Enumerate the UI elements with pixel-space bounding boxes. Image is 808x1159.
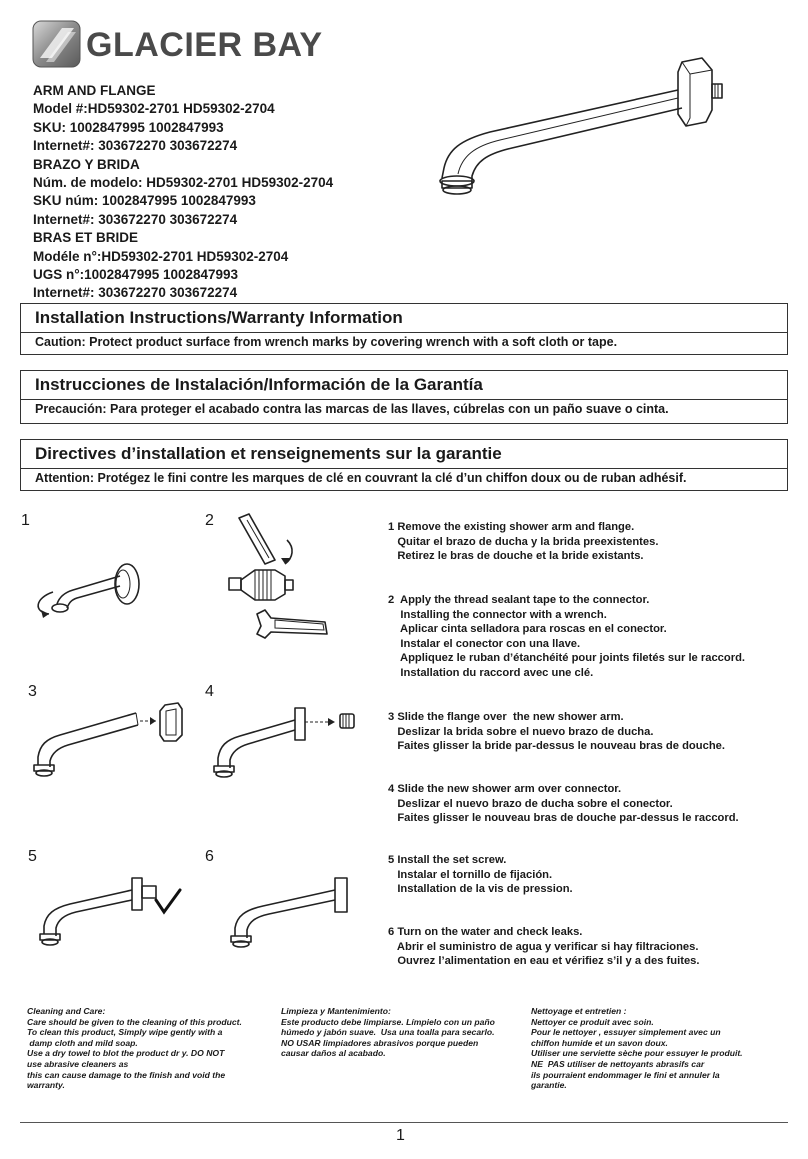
care-en: Cleaning and Care: Care should be given to the cleaning of this product. To clean this product, Simply wipe gently with a damp cloth and mild soap. Use a dry towel to blot the product dr y. DO NOT use abrasive cleaners as this can cause damage to the finish and void the warranty. bbox=[27, 1006, 242, 1091]
brand-name: GLACIER BAY bbox=[86, 26, 323, 64]
header-es-title: Instrucciones de Instalación/Información de la Garantía bbox=[35, 375, 483, 394]
product-info-line: SKU: 1002847995 1002847993 bbox=[33, 119, 224, 135]
header-fr-caution: Attention: Protégez le fini contre les marques de clé en couvrant la clé d’un chiffon doux ou de ruban adhésif. bbox=[35, 471, 687, 485]
product-info-line: Núm. de modelo: HD59302-2701 HD59302-2704 bbox=[33, 175, 334, 191]
product-info-line: Internet#: 303672270 303672274 bbox=[33, 285, 238, 301]
instruction-step-1: 1 Remove the existing shower arm and flange. Quitar el brazo de ducha y la brida preexistentes. Retirez le bras de douche et la bride existants. bbox=[388, 521, 659, 562]
step-number: 1 bbox=[21, 512, 30, 529]
header-es-caution: Precaución: Para proteger el acabado contra las marcas de las llaves, cúbrelas con un paño suave o cinta. bbox=[35, 402, 669, 416]
step4-slide-arm-illustration bbox=[200, 700, 370, 785]
product-info-line: ARM AND FLANGE bbox=[33, 83, 156, 98]
product-info-line: BRAZO Y BRIDA bbox=[33, 156, 140, 172]
product-info-line: BRAS ET BRIDE bbox=[33, 230, 139, 246]
care-es: Limpieza y Mantenimiento: Este producto debe limpiarse. Límpielo con un paño húmedo y jabón suave. Usa una toalla para secarlo. NO USAR limpiadores abrasivos porque pueden causar daños al acabado. bbox=[281, 1006, 495, 1059]
header-fr bbox=[20, 439, 788, 491]
step-number: 3 bbox=[28, 683, 37, 700]
shower-arm-product-image bbox=[420, 50, 740, 200]
product-info-line: Internet#: 303672270 303672274 bbox=[33, 211, 238, 227]
checkmark-icon bbox=[156, 890, 180, 912]
page-number: 1 bbox=[396, 1127, 405, 1144]
header-fr-title: Directives d’installation et renseignements sur la garantie bbox=[35, 444, 502, 463]
step3-slide-flange-illustration bbox=[20, 695, 195, 785]
header-en-title: Installation Instructions/Warranty Information bbox=[35, 308, 403, 327]
step2-connector-wrench-illustration bbox=[225, 510, 345, 640]
product-info-line: Modéle n°:HD59302-2701 HD59302-2704 bbox=[33, 248, 289, 264]
header-es bbox=[20, 370, 788, 424]
divider bbox=[21, 332, 787, 333]
header-en bbox=[20, 303, 788, 355]
care-fr: Nettoyage et entretien : Nettoyer ce produit avec soin. Pour le nettoyer , essuyer simplement avec un chiffon humide et un savon doux. Utiliser une serviette sèche pour essuyer le produit. NE PAS utiliser de nettoyants abrasifs car ils pourraient endommager le fini et annuler la garantie. bbox=[531, 1006, 743, 1091]
product-info-line: Model #:HD59302-2701 HD59302-2704 bbox=[33, 101, 275, 117]
product-info-line: SKU núm: 1002847995 1002847993 bbox=[33, 193, 256, 209]
product-info-line: UGS n°:1002847995 1002847993 bbox=[33, 267, 239, 283]
step-number: 2 bbox=[205, 512, 214, 529]
instruction-step-6: 6 Turn on the water and check leaks. Abrir el suministro de agua y verificar si hay filtraciones. Ouvrez l’alimentation en eau et vérifiez s’il y a des fuites. bbox=[388, 926, 700, 967]
step6-check-leaks-illustration bbox=[205, 870, 375, 960]
logo-mark-icon bbox=[32, 20, 82, 70]
header-en-caution: Caution: Protect product surface from wrench marks by covering wrench with a soft cloth or tape. bbox=[35, 335, 618, 349]
step-number: 6 bbox=[205, 848, 214, 865]
footer-divider bbox=[20, 1122, 788, 1123]
product-info-line: Internet#: 303672270 303672274 bbox=[33, 138, 238, 154]
step5-set-screw-illustration bbox=[20, 870, 195, 960]
instruction-step-3: 3 Slide the flange over the new shower arm. Deslizar la brida sobre el nuevo brazo de ducha. Faites glisser la bride par-dessus le nouveau bras de douche. bbox=[388, 711, 725, 752]
instruction-step-4: 4 Slide the new shower arm over connector. Deslizar el nuevo brazo de ducha sobre el conector. Faites glisser le nouveau bras de douche par-dessus le raccord. bbox=[388, 783, 739, 824]
instruction-step-2: 2 Apply the thread sealant tape to the connector. Installing the connector with a wrench. Aplicar cinta selladora para roscas en el conector. Instalar el conector con una llave. Appliquez le ruban d’étanchéité pour joints filetés sur le raccord. Installation du raccord avec une clé. bbox=[388, 594, 746, 679]
step-number: 5 bbox=[28, 848, 37, 865]
instruction-step-5: 5 Install the set screw. Instalar el tornillo de fijación. Installation de la vis de pression. bbox=[388, 854, 573, 895]
divider bbox=[21, 468, 787, 469]
step1-remove-arm-illustration bbox=[25, 560, 155, 630]
step-number: 4 bbox=[205, 683, 214, 700]
divider bbox=[21, 399, 787, 400]
product-info bbox=[33, 82, 413, 303]
